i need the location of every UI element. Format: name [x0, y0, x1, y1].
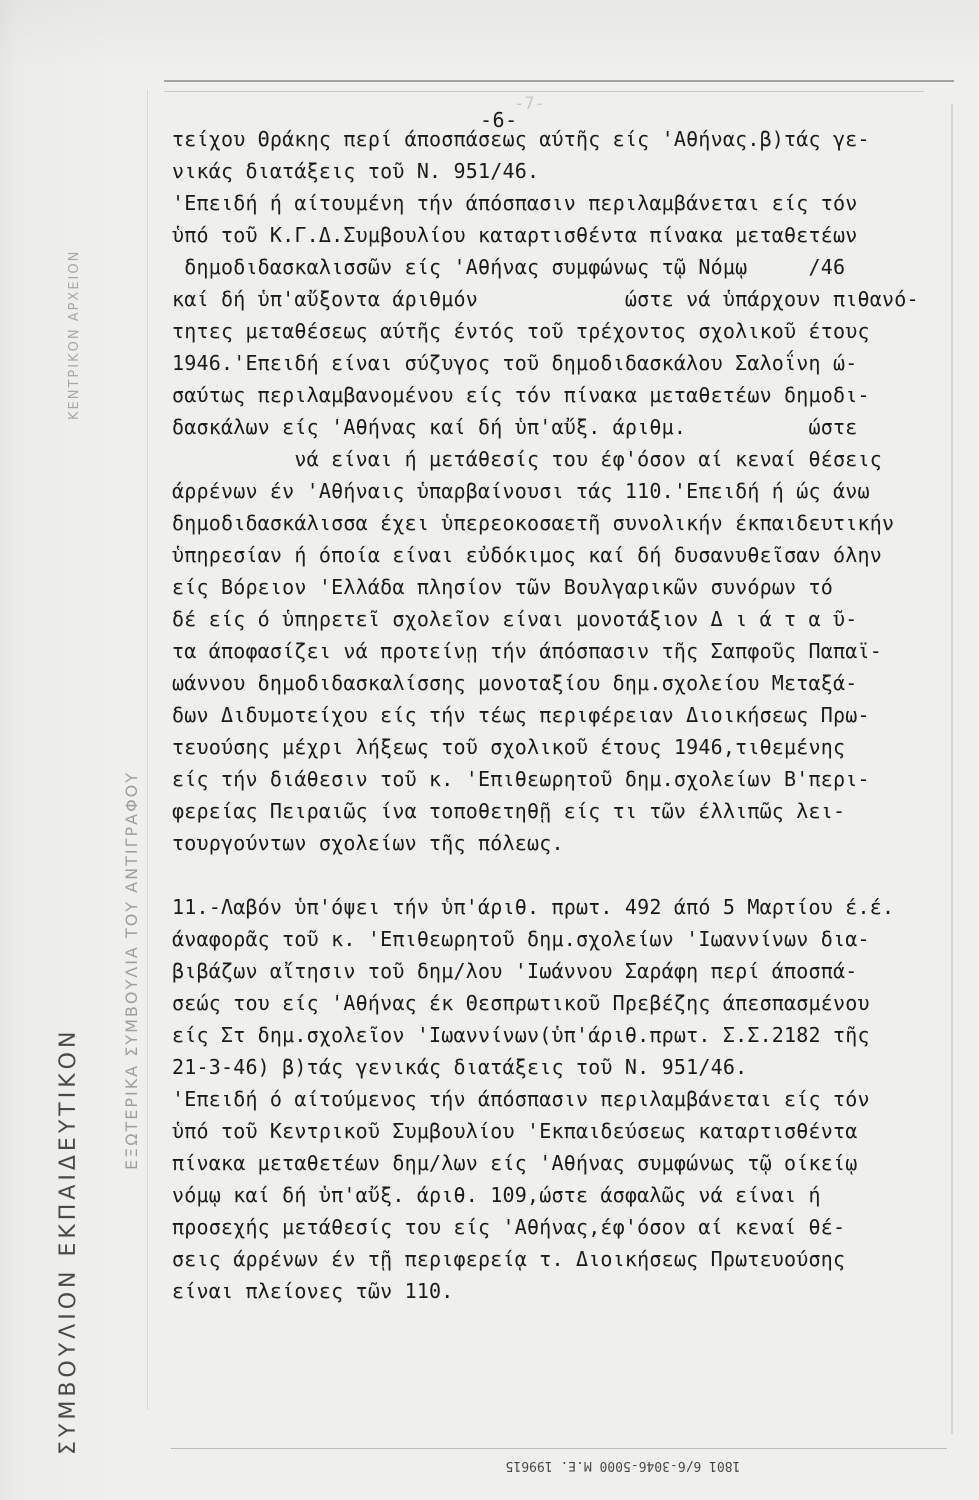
text-line-2: νικάς διατάξεις τοῦ Ν. 951/46. [172, 159, 540, 183]
text-line-37: είναι πλείονες τῶν 110. [172, 1279, 454, 1303]
footer-print-code: 1801 6/6-3046-5000 Μ.Ε. 199615 [505, 1458, 741, 1473]
text-line-31: 'Επειδή ό αίτούμενος τήν άπόσπασιν περιλαμβάνεται είς τόν [172, 1087, 870, 1111]
text-line-22: φερείας Πειραιῶς ίνα τοποθετηθῇ είς τι τῶν έλλιπῶς λει- [172, 799, 846, 823]
text-line-16: δέ είς ό ὑπηρετεῖ σχολεῖον είναι μονοτάξιον Δ ι ά τ α ῦ- [172, 607, 858, 631]
text-line-29: είς Στ δημ.σχολεῖον 'Ιωαννίνων(ὑπ'άριθ.πρωτ. Σ.Σ.2182 τῆς [172, 1023, 870, 1047]
bleedthrough-page-number: -7- [514, 94, 545, 114]
text-line-18: ωάννου δημοδιδασκαλίσσης μονοταξίου δημ.σχολείου Μεταξά- [172, 671, 858, 695]
margin-stamp-tertiary: ΚΕΝΤΡΙΚΟΝ ΑΡΧΕΙΟΝ [67, 249, 82, 420]
text-line-23: τουργούντων σχολείων τῆς πόλεως. [172, 831, 564, 855]
left-margin-line [147, 90, 148, 1410]
text-line-9: σαύτως περιλαμβανομένου είς τόν πίνακα μεταθετέων δημοδι- [172, 383, 870, 407]
page-number: -6- [480, 108, 518, 132]
text-line-15: είς Βόρειον 'Ελλάδα πλησίον τῶν Βουλγαρικῶν συνόρων τό [172, 575, 834, 599]
text-line-26: άναφορᾶς τοῦ κ. 'Επιθεωρητοῦ δημ.σχολείων 'Ιωαννίνων δια- [172, 927, 870, 951]
top-rule-secondary [164, 91, 924, 92]
text-line-34: νόμῳ καί δή ὑπ'αὔξ. άριθ. 109,ώστε άσφαλῶς νά είναι ή [172, 1183, 821, 1207]
text-line-30: 21-3-46) β)τάς γενικάς διατάξεις τοῦ Ν. 951/46. [172, 1055, 748, 1079]
text-line-20: τευούσης μέχρι λήξεως τοῦ σχολικοῦ έτους 1946,τιθεμένης [172, 735, 846, 759]
text-line-36: σεις άρρένων έν τῇ περιφερείᾳ τ. Διοικήσεως Πρωτευούσης [172, 1247, 846, 1271]
text-line-35: προσεχής μετάθεσίς του είς 'Αθήνας,έφ'όσον αί κεναί θέ- [172, 1215, 846, 1239]
text-line-32: ὑπό τοῦ Κεντρικοῦ Συμβουλίου 'Εκπαιδεύσεως καταρτισθέντα [172, 1119, 858, 1143]
text-line-8: 1946.'Επειδή είναι σύζυγος τοῦ δημοδιδασκάλου Σαλοΐνη ώ- [172, 351, 858, 375]
text-line-28: σεώς του είς 'Αθήνας έκ Θεσπρωτικοῦ Πρεβέζης άπεσπασμένου [172, 991, 870, 1015]
text-line-5: δημοδιδασκαλισσῶν είς 'Αθήνας συμφώνως τῷ Νόμῳ /46 [172, 255, 846, 279]
text-line-21: είς τήν διάθεσιν τοῦ κ. 'Επιθεωρητοῦ δημ.σχολείων Β'περι- [172, 767, 870, 791]
text-line-27: βιβάζων αἴτησιν τοῦ δημ/λου 'Ιωάννου Σαράφη περί άποσπά- [172, 959, 858, 983]
text-line-17: τα άποφασίζει νά προτείνῃ τήν άπόσπασιν τῆς Σαπφοῦς Παπαϊ- [172, 639, 882, 663]
text-line-11: νά είναι ή μετάθεσίς του έφ'όσον αί κεναί θέσεις [172, 447, 882, 471]
text-line-6: καί δή ὑπ'αὔξοντα άριθμόν ώστε νά ὑπάρχουν πιθανό- [172, 287, 919, 311]
text-line-10: δασκάλων είς 'Αθήνας καί δή ὑπ'αὔξ. άριθμ. ώστε [172, 415, 858, 439]
text-line-14: ὑπηρεσίαν ή όποία είναι εὐδόκιμος καί δή δυσανυθεῖσαν όλην [172, 543, 882, 567]
text-line-19: δων Διδυμοτείχου είς τήν τέως περιφέρειαν Διοικήσεως Πρω- [172, 703, 870, 727]
text-line-3: 'Επειδή ή αίτουμένη τήν άπόσπασιν περιλαμβάνεται είς τόν [172, 191, 858, 215]
text-line-1: τείχου Θράκης περί άποσπάσεως αύτῆς είς 'Αθήνας.β)τάς γε- [172, 127, 870, 151]
text-line-25: 11.-Λαβόν ὑπ'όψει τήν ὑπ'άριθ. πρωτ. 492 άπό 5 Μαρτίου έ.έ. [172, 895, 895, 919]
text-line-33: πίνακα μεταθετέων δημ/λων είς 'Αθήνας συμφώνως τῷ οίκείῳ [172, 1151, 858, 1175]
text-line-7: τητες μεταθέσεως αύτῆς έντός τοῦ τρέχοντος σχολικοῦ έτους [172, 319, 870, 343]
margin-stamp-main: ΣΥΜΒΟΥΛΙΟΝ ΕΚΠΑΙΔΕΥΤΙΚΟΝ [56, 1027, 81, 1455]
margin-stamp-secondary: ΕΞΩΤΕΡΙΚΑ ΣΥΜΒΟΥΛΙΑ ΤΟΥ ΑΝΤΙΓΡΑΦΟΥ [122, 770, 141, 1170]
text-line-13: δημοδιδασκάλισσα έχει ὑπερεοκοσαετῆ συνολικήν έκπαιδευτικήν [172, 511, 895, 535]
right-margin-line [951, 104, 953, 1434]
top-rule [164, 80, 954, 82]
text-line-12: άρρένων έν 'Αθήναις ὑπαρβαίνουσι τάς 110.'Επειδή ή ώς άνω [172, 479, 870, 503]
bottom-rule [171, 1448, 947, 1449]
text-line-4: ὑπό τοῦ Κ.Γ.Δ.Συμβουλίου καταρτισθέντα πίνακα μεταθετέων [172, 223, 858, 247]
